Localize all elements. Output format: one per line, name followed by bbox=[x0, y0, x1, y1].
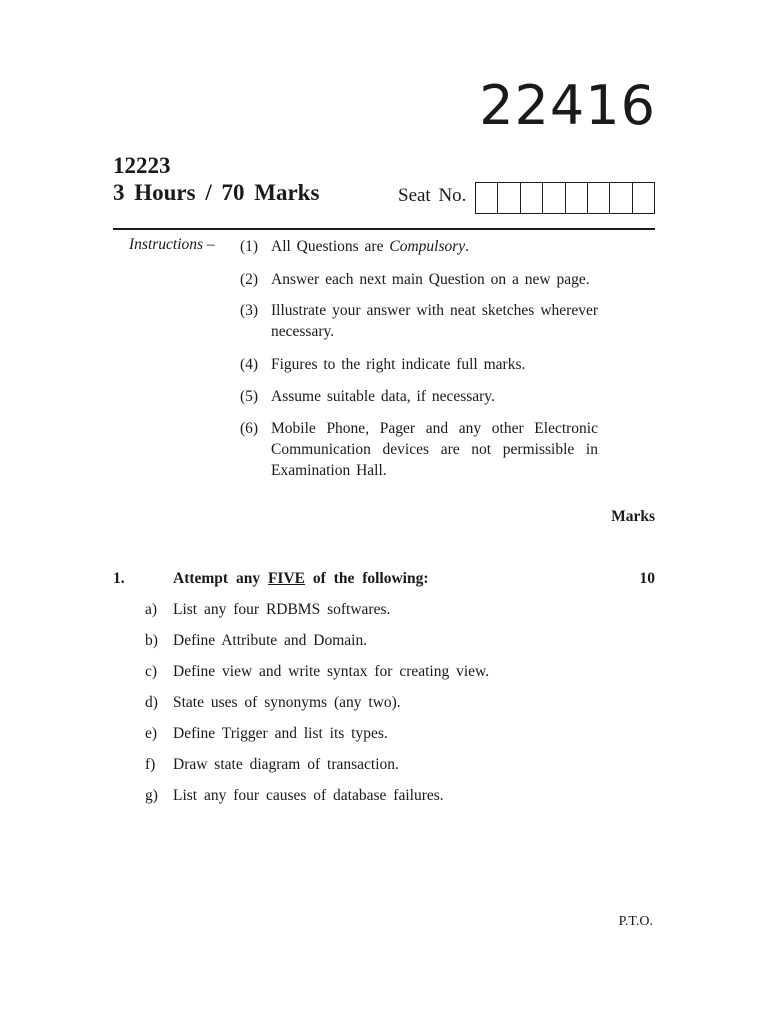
sub-question bbox=[145, 632, 367, 650]
instruction-item bbox=[240, 236, 598, 257]
seat-cell[interactable] bbox=[587, 183, 609, 213]
seat-cell[interactable] bbox=[632, 183, 654, 213]
instruction-text: Mobile Phone, Pager and any other Electronic Communication devices are not permissible in Examination Hall. bbox=[271, 420, 598, 479]
instruction-item bbox=[240, 269, 598, 290]
question-title-part: of the following: bbox=[305, 570, 429, 587]
seat-label: Seat No. bbox=[398, 185, 467, 206]
marks-header: Marks bbox=[611, 508, 655, 525]
sub-question-label: a) bbox=[145, 601, 158, 618]
sub-question bbox=[145, 601, 390, 619]
instruction-item bbox=[240, 418, 598, 481]
instruction-text-part: All Questions are bbox=[271, 238, 390, 255]
instruction-text: Answer each next main Question on a new page. bbox=[271, 271, 590, 288]
sub-question-text: Draw state diagram of transaction. bbox=[173, 756, 399, 773]
question-title bbox=[173, 570, 429, 588]
sub-question-text: Define view and write syntax for creating view. bbox=[173, 663, 490, 680]
sub-question bbox=[145, 694, 401, 712]
instruction-text bbox=[271, 236, 598, 257]
question-number: 1. bbox=[113, 570, 125, 587]
sub-question-text: List any four RDBMS softwares. bbox=[173, 601, 391, 618]
instruction-number: (1) bbox=[240, 238, 259, 255]
seat-cell[interactable] bbox=[520, 183, 542, 213]
question-marks: 10 bbox=[639, 570, 655, 587]
instruction-number: (5) bbox=[240, 388, 259, 405]
sub-question bbox=[145, 663, 489, 681]
instruction-number: (3) bbox=[240, 302, 259, 319]
sub-question bbox=[145, 787, 444, 805]
sub-question-text: List any four causes of database failures. bbox=[173, 787, 444, 804]
pto-label: P.T.O. bbox=[618, 914, 653, 929]
sub-question-label: c) bbox=[145, 663, 158, 680]
instruction-number: (6) bbox=[240, 420, 259, 437]
instructions-label: Instructions – bbox=[129, 236, 215, 253]
instruction-item bbox=[240, 386, 598, 407]
instruction-text: Figures to the right indicate full marks. bbox=[271, 356, 526, 373]
seat-cell[interactable] bbox=[542, 183, 564, 213]
instruction-text: Assume suitable data, if necessary. bbox=[271, 388, 495, 405]
instruction-item bbox=[240, 354, 598, 375]
instruction-text-part: . bbox=[465, 238, 470, 255]
sub-question-text: Define Trigger and list its types. bbox=[173, 725, 388, 742]
sub-question-text: Define Attribute and Domain. bbox=[173, 632, 368, 649]
seat-cell[interactable] bbox=[497, 183, 519, 213]
sub-question-label: f) bbox=[145, 756, 156, 773]
instruction-emphasis: Compulsory bbox=[389, 238, 466, 255]
question-title-emphasis: FIVE bbox=[267, 570, 306, 587]
paper-code: 12223 bbox=[113, 153, 171, 178]
sub-question-label: b) bbox=[145, 632, 158, 649]
sub-question-label: e) bbox=[145, 725, 158, 742]
sub-question bbox=[145, 725, 388, 743]
seat-number-boxes[interactable] bbox=[475, 182, 655, 214]
duration-marks: 3 Hours / 70 Marks bbox=[113, 180, 320, 205]
seat-cell[interactable] bbox=[476, 183, 497, 213]
seat-cell[interactable] bbox=[609, 183, 631, 213]
sub-question-label: d) bbox=[145, 694, 158, 711]
instruction-text: Illustrate your answer with neat sketches wherever necessary. bbox=[271, 302, 598, 340]
subject-code: 22416 bbox=[479, 74, 656, 137]
instruction-item bbox=[240, 300, 598, 342]
question-title-part: Attempt any bbox=[173, 570, 268, 587]
sub-question-label: g) bbox=[145, 787, 158, 804]
seat-cell[interactable] bbox=[565, 183, 587, 213]
instruction-number: (4) bbox=[240, 356, 259, 373]
sub-question bbox=[145, 756, 399, 774]
instruction-number: (2) bbox=[240, 271, 259, 288]
sub-question-text: State uses of synonyms (any two). bbox=[173, 694, 401, 711]
header-rule bbox=[113, 228, 655, 230]
